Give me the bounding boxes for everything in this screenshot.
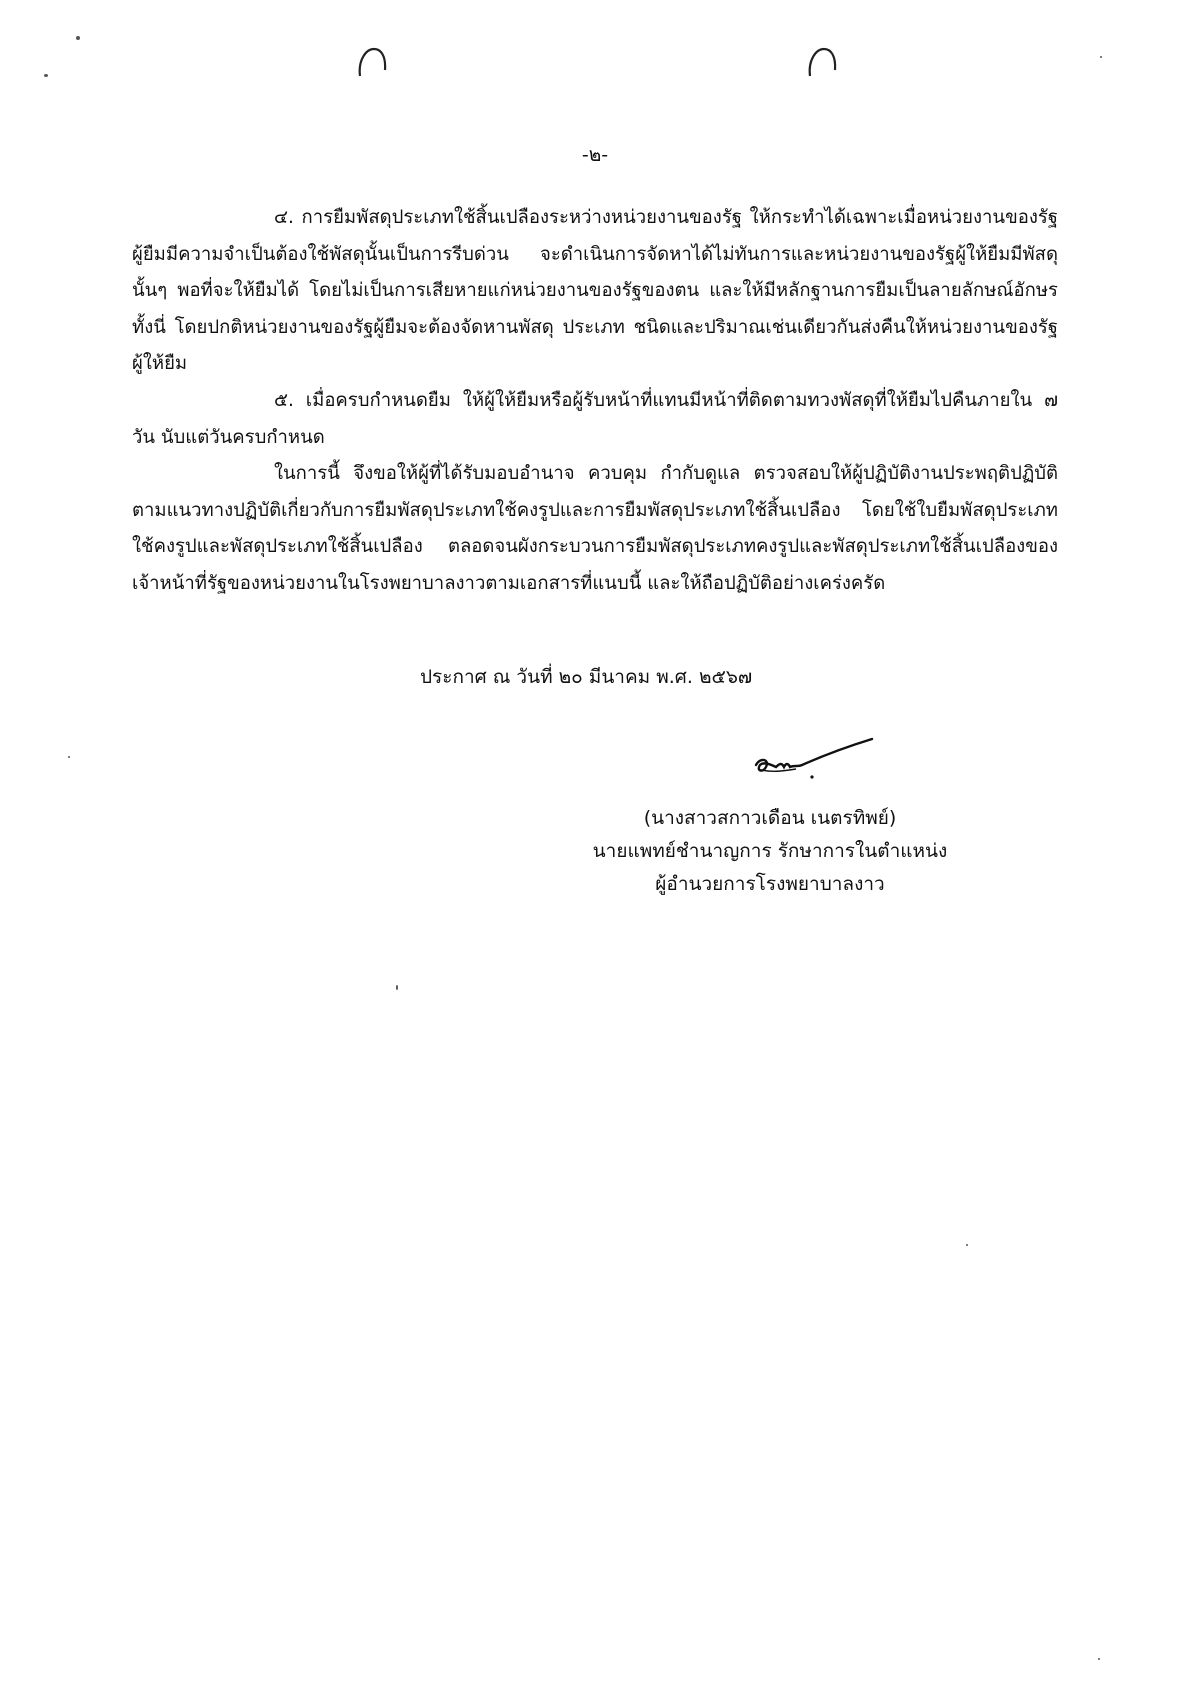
document-body bbox=[132, 200, 1058, 603]
paragraph-closing: ในการนี้ จึงขอให้ผู้ที่ได้รับมอบอำนาจ ควบคุม กำกับดูแล ตรวจสอบให้ผู้ปฏิบัติงานประพฤติปฏิบัติตามแนวทางปฏิบัติเกี่ยวกับการยืมพัสดุประเภทใช้คงรูปและการยืมพัสดุประเภทใช้สิ้นเปลือง โดยใช้ใบยืมพัสดุประเภทใช้คงรูปและพัสดุประเภทใช้สิ้นเปลือง ตลอดจนผังกระบวนการยืมพัสดุประเภทคงรูปและพัสดุประเภทใช้สิ้นเปลืองของเจ้าหน้าที่รัฐของหน่วยงานในโรงพยาบาลงาวตามเอกสารที่แนบนี้ และให้ถือปฏิบัติอย่างเคร่งครัด bbox=[132, 463, 1058, 594]
punch-hole-mark-left bbox=[356, 46, 388, 82]
paragraph-item-5: ๕. เมื่อครบกำหนดยืม ให้ผู้ให้ยืมหรือผู้รับหน้าที่แทนมีหน้าที่ติดตามทวงพัสดุที่ให้ยืมไปคืนภายใน ๗ วัน นับแต่วันครบกำหนด bbox=[132, 389, 1058, 448]
scan-speck bbox=[76, 36, 80, 40]
signatory-name: (นางสาวสกาวเดือน เนตรทิพย์) bbox=[643, 807, 897, 829]
page-number: -๒- bbox=[581, 144, 609, 166]
scan-speck bbox=[1100, 56, 1102, 58]
paragraph-item-4: ๔. การยืมพัสดุประเภทใช้สิ้นเปลืองระหว่างหน่วยงานของรัฐ ให้กระทำได้เฉพาะเมื่อหน่วยงานของรัฐผู้ยืมมีความจำเป็นต้องใช้พัสดุนั้นเป็นการรีบด่วน จะดำเนินการจัดหาได้ไม่ทันการและหน่วยงานของรัฐผู้ให้ยืมมีพัสดุนั้นๆ พอที่จะให้ยืมได้ โดยไม่เป็นการเสียหายแก่หน่วยงานของรัฐของตน และให้มีหลักฐานการยืมเป็นลายลักษณ์อักษร ทั้งนี่ โดยปกติหน่วยงานของรัฐผู้ยืมจะต้องจัดหานพัสดุ ประเภท ชนิดและปริมาณเช่นเดียวกันส่งคืนให้หน่วยงานของรัฐผู้ให้ยืม bbox=[132, 207, 1058, 375]
scan-speck bbox=[966, 1244, 968, 1246]
scan-speck bbox=[68, 756, 70, 758]
scan-speck bbox=[1098, 1658, 1100, 1660]
scan-speck bbox=[44, 74, 48, 77]
scan-speck bbox=[396, 985, 398, 990]
signatory-title: ผู้อำนวยการโรงพยาบาลงาว bbox=[655, 873, 885, 895]
signatory-position: นายแพทย์ชำนาญการ รักษาการในตำแหน่ง bbox=[592, 840, 948, 862]
handwritten-signature bbox=[750, 735, 880, 787]
announcement-date: ประกาศ ณ วันที่ ๒๐ มีนาคม พ.ศ. ๒๕๖๗ bbox=[420, 666, 753, 688]
signature-block bbox=[570, 802, 970, 901]
punch-hole-mark-right bbox=[806, 46, 838, 82]
